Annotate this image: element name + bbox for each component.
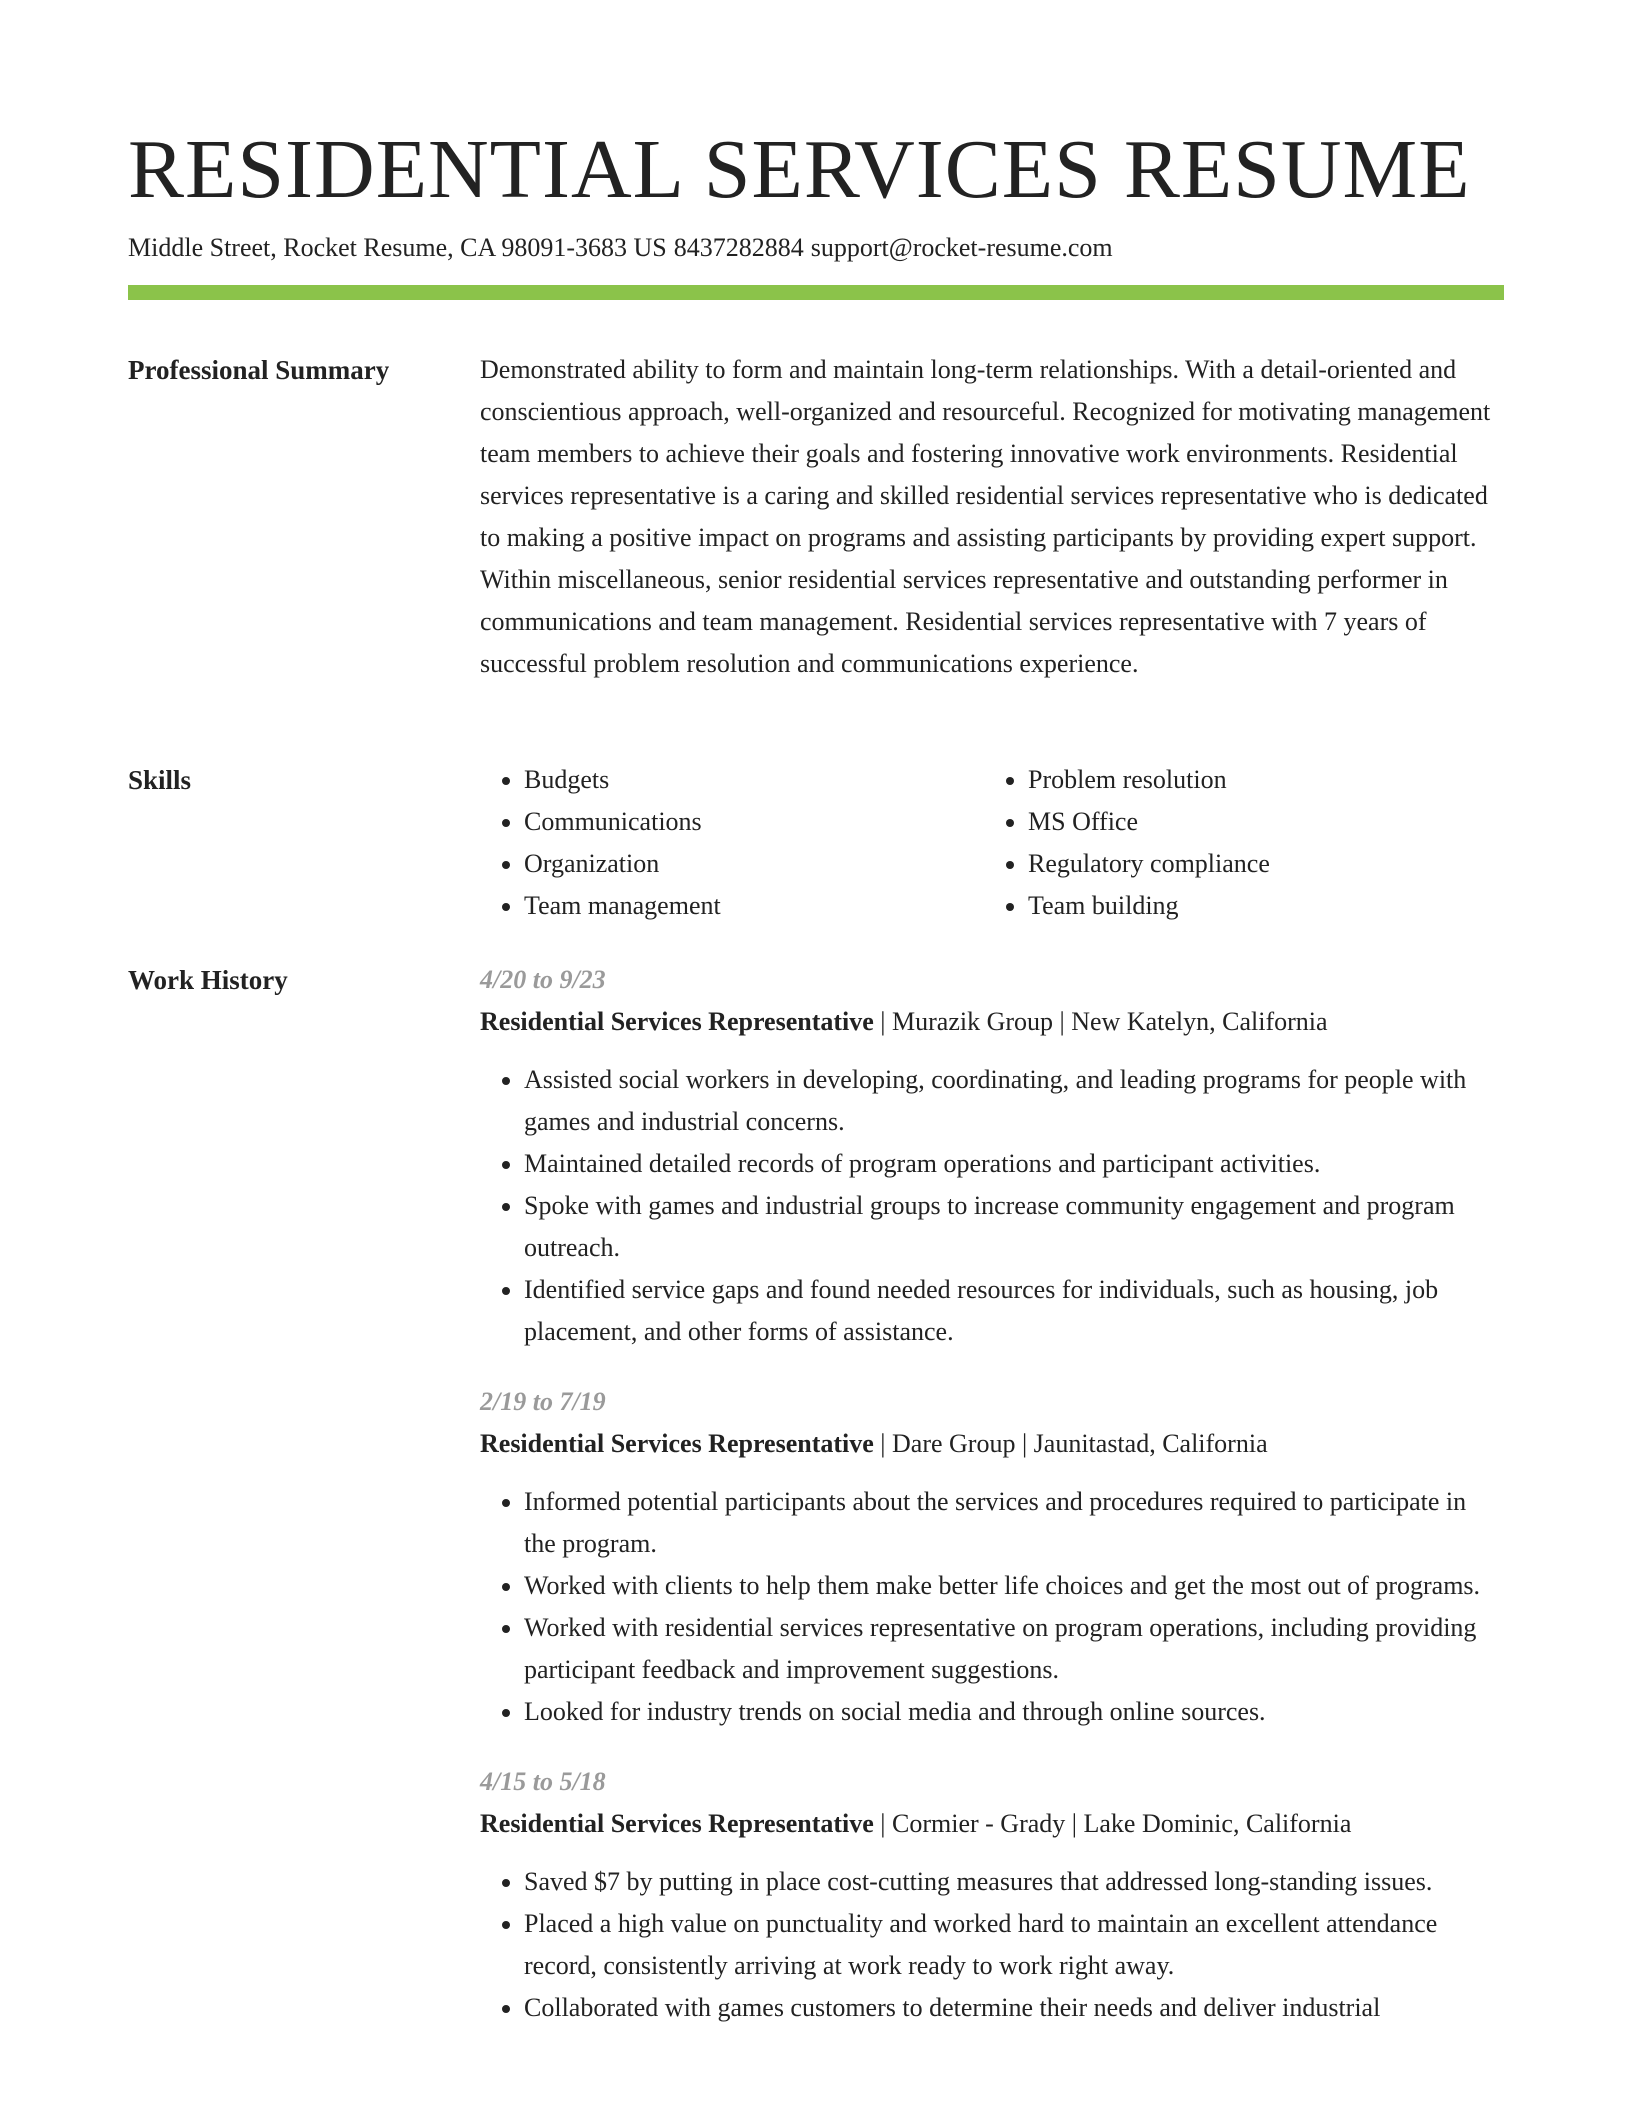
- job-heading: [480, 1001, 1504, 1043]
- job-bullets: [480, 1481, 1504, 1733]
- job-location: Lake Dominic, California: [1083, 1809, 1352, 1838]
- job-dates: 4/20 to 9/23: [480, 965, 606, 994]
- job-separator: |: [880, 1429, 886, 1458]
- skill-item: • Team management: [524, 885, 984, 927]
- skill-item: • MS Office: [1028, 801, 1488, 843]
- skills-body: [480, 759, 1504, 927]
- job-company: Dare Group: [892, 1429, 1016, 1458]
- contact-phone: 8437282884: [673, 233, 804, 262]
- job-separator: |: [1021, 1429, 1028, 1458]
- job-title: Residential Services Representative: [480, 1429, 874, 1458]
- summary-text: Demonstrated ability to form and maintain long-term relationships. With a detail-oriented and conscientious approach, well-organized and resourceful. Recognized for motivating management team members to achieve their goals and fostering innovative work environments. Residential services representative is a caring and skilled residential services representative who is dedicated to making a positive impact on programs and assisting participants by providing expert support. Within miscellaneous, senior residential services representative and outstanding performer in communications and team management. Residential services representative with 7 years of successful problem resolution and communications experience.: [480, 355, 1491, 678]
- job-entry: [480, 1761, 1504, 2029]
- skills-list-left: [480, 759, 984, 927]
- job-separator: |: [880, 1007, 886, 1036]
- summary-label: Professional Summary: [128, 355, 390, 385]
- job-dates: 2/19 to 7/19: [480, 1387, 606, 1416]
- summary-body: [480, 349, 1504, 685]
- job-bullet: • Worked with residential services representative on program operations, including providing participant feedback and improvement suggestions.: [524, 1607, 1504, 1691]
- job-bullet: • Identified service gaps and found needed resources for individuals, such as housing, job placement, and other forms of assistance.: [524, 1269, 1504, 1353]
- job-heading: [480, 1423, 1504, 1465]
- skill-item: • Team building: [1028, 885, 1488, 927]
- job-bullets: [480, 1059, 1504, 1353]
- skill-item: • Problem resolution: [1028, 759, 1488, 801]
- job-bullet: • Saved $7 by putting in place cost-cutting measures that addressed long-standing issues.: [524, 1861, 1504, 1903]
- job-heading: [480, 1803, 1504, 1845]
- job-location: Jaunitastad, California: [1033, 1429, 1268, 1458]
- job-bullet: • Maintained detailed records of program operations and participant activities.: [524, 1143, 1504, 1185]
- job-separator: |: [1059, 1007, 1065, 1036]
- job-bullet: • Informed potential participants about the services and procedures required to participate in the program.: [524, 1481, 1504, 1565]
- job-entry: [480, 1381, 1504, 1733]
- job-company: Cormier - Grady: [892, 1809, 1066, 1838]
- job-company: Murazik Group: [892, 1007, 1054, 1036]
- job-separator: |: [880, 1809, 886, 1838]
- job-bullet: • Assisted social workers in developing, coordinating, and leading programs for people with games and industrial concerns.: [524, 1059, 1504, 1143]
- skills-label: Skills: [128, 765, 192, 795]
- job-bullet: • Placed a high value on punctuality and worked hard to maintain an excellent attendance record, consistently arriving at work ready to work right away.: [524, 1903, 1504, 1987]
- job-bullet: • Worked with clients to help them make better life choices and get the most out of programs.: [524, 1565, 1504, 1607]
- contact-email: support@rocket-resume.com: [810, 233, 1113, 262]
- skills-list-right: [984, 759, 1488, 927]
- job-separator: |: [1071, 1809, 1077, 1838]
- skill-item: • Organization: [524, 843, 984, 885]
- job-bullet: • Looked for industry trends on social media and through online sources.: [524, 1691, 1504, 1733]
- header-divider: [128, 285, 1504, 300]
- job-title: Residential Services Representative: [480, 1007, 874, 1036]
- job-entry: [480, 959, 1504, 1353]
- work-history-body: [480, 959, 1504, 2057]
- contact-line: [128, 230, 1113, 266]
- job-bullet: • Collaborated with games customers to determine their needs and deliver industrial: [524, 1987, 1504, 2029]
- contact-address: Middle Street, Rocket Resume, CA 98091-3683 US: [128, 233, 667, 262]
- job-dates: 4/15 to 5/18: [480, 1767, 606, 1796]
- job-title: Residential Services Representative: [480, 1809, 874, 1838]
- job-bullets: [480, 1861, 1504, 2029]
- resume-title: RESIDENTIAL SERVICES RESUME: [128, 123, 1471, 216]
- skill-item: • Regulatory compliance: [1028, 843, 1488, 885]
- skill-item: • Budgets: [524, 759, 984, 801]
- job-bullet: • Spoke with games and industrial groups to increase community engagement and program outreach.: [524, 1185, 1504, 1269]
- job-location: New Katelyn, California: [1071, 1007, 1328, 1036]
- skill-item: • Communications: [524, 801, 984, 843]
- work-history-label: Work History: [128, 965, 288, 995]
